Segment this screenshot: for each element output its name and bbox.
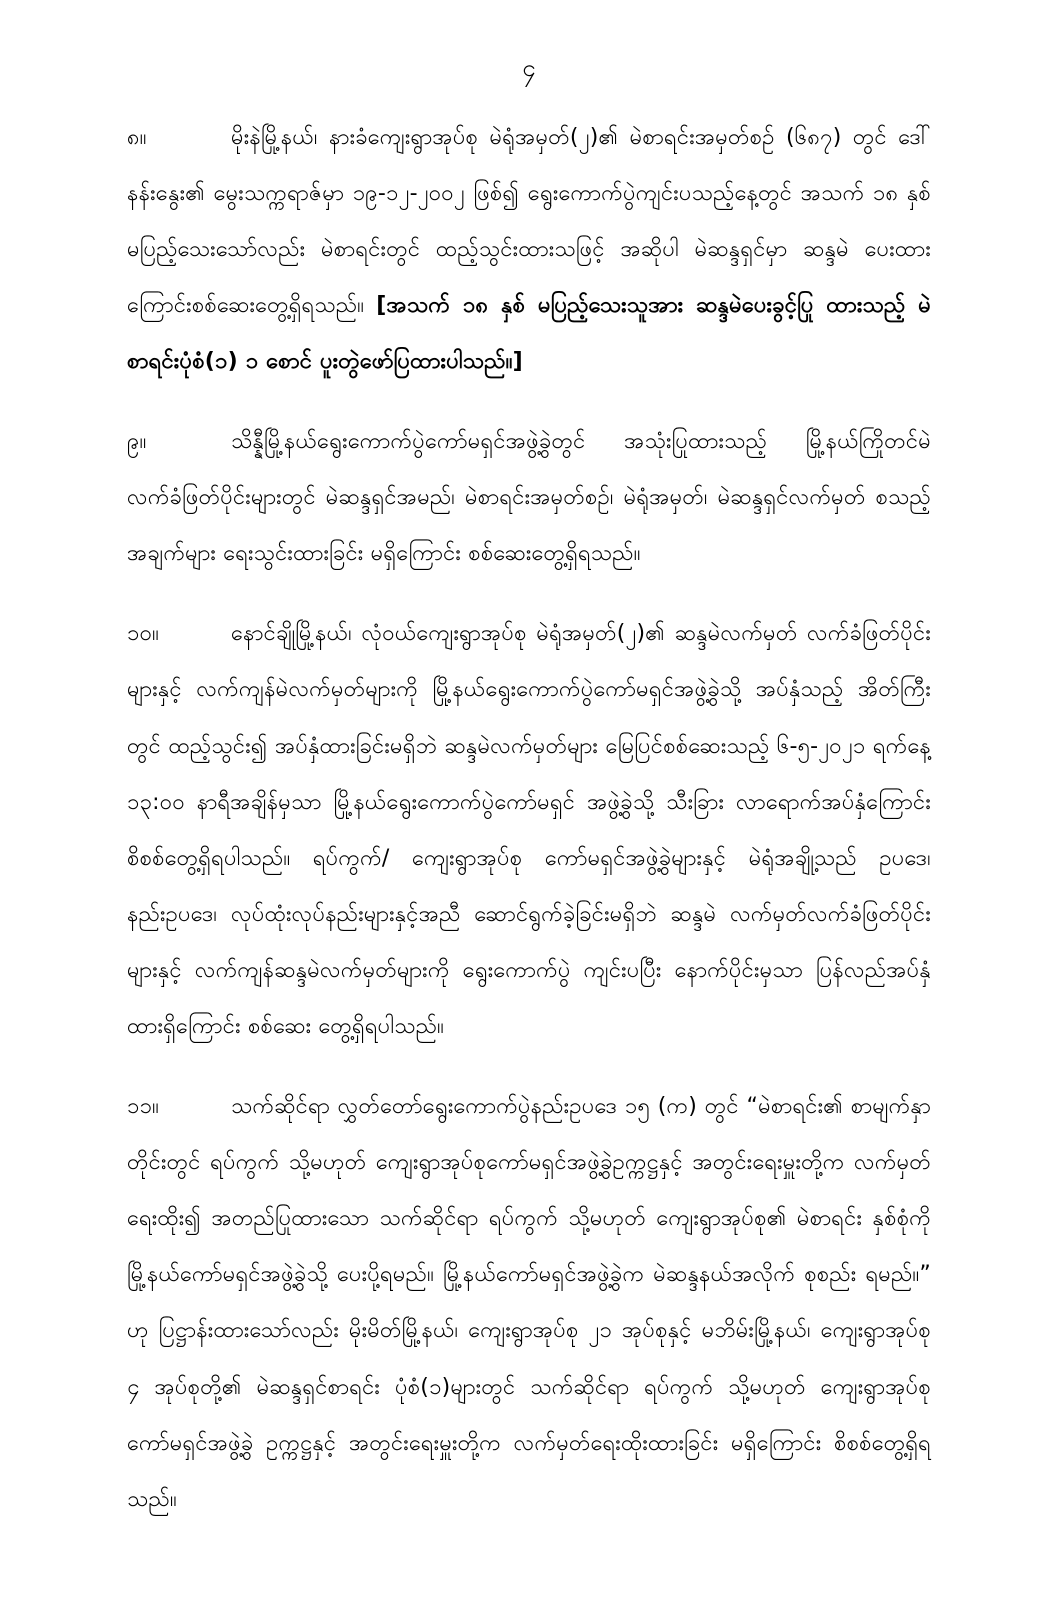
paragraph-8-bold-note: [အသက် ၁၈ နှစ် မပြည့်သေးသူအား ဆန္ဒမဲပေးခွင့်ပြု ထားသည့် မဲစာရင်းပုံစံ(၁) ၁ စောင် ပူးတွဲဖော်ပြထားပါသည်။]	[127, 292, 931, 374]
paragraph-10	[127, 606, 931, 1055]
paragraph-10-text: နောင်ချိုမြို့နယ်၊ လုံဝယ်ကျေးရွာအုပ်စု မဲရုံအမှတ်(၂)၏ ဆန္ဒမဲလက်မှတ် လက်ခံဖြတ်ပိုင်း များနှင့် လက်ကျန်မဲလက်မှတ်များကို မြို့နယ်ရွေးကောက်ပွဲကော်မရှင်အဖွဲ့ခွဲသို့ အပ်နှံသည့် အိတ်ကြီးတွင် ထည့်သွင်း၍ အပ်နှံထားခြင်းမရှိဘဲ ဆန္ဒမဲလက်မှတ်များ မြေပြင်စစ်ဆေးသည့် ၆-၅-၂၀၂၁ ရက်နေ့ ၁၃:၀၀ နာရီအချိန်မှသာ မြို့နယ်ရွေးကောက်ပွဲကော်မရှင် အဖွဲ့ခွဲသို့ သီးခြား လာရောက်အပ်နှံကြောင်း စိစစ်တွေ့ရှိရပါသည်။ ရပ်ကွက်/ ကျေးရွာအုပ်စု ကော်မရှင်အဖွဲ့ခွဲများနှင့် မဲရုံအချို့သည် ဥပဒေ၊ နည်းဥပဒေ၊ လုပ်ထုံးလုပ်နည်းများနှင့်အညီ ဆောင်ရွက်ခဲ့ခြင်းမရှိဘဲ ဆန္ဒမဲ လက်မှတ်လက်ခံဖြတ်ပိုင်းများနှင့် လက်ကျန်ဆန္ဒမဲလက်မှတ်များကို ရွေးကောက်ပွဲ ကျင်းပပြီး နောက်ပိုင်းမှသာ ပြန်လည်အပ်နှံထားရှိကြောင်း စစ်ဆေး တွေ့ရှိရပါသည်။	[127, 621, 931, 1039]
paragraph-8	[127, 110, 931, 390]
page-number: ၄	[522, 54, 536, 82]
paragraph-11-text: သက်ဆိုင်ရာ လွှတ်တော်ရွေးကောက်ပွဲနည်းဥပဒေ ၁၅ (က) တွင် “မဲစာရင်း၏ စာမျက်နှာ တိုင်းတွင် ရပ်ကွက် သို့မဟုတ် ကျေးရွာအုပ်စုကော်မရှင်အဖွဲ့ခွဲဥက္ကဋ္ဌနှင့် အတွင်းရေးမှူးတို့က လက်မှတ် ရေးထိုး၍ အတည်ပြုထားသော သက်ဆိုင်ရာ ရပ်ကွက် သို့မဟုတ် ကျေးရွာအုပ်စု၏ မဲစာရင်း နှစ်စုံကို မြို့နယ်ကော်မရှင်အဖွဲ့ခွဲသို့ ပေးပို့ရမည်။ မြို့နယ်ကော်မရှင်အဖွဲ့ခွဲက မဲဆန္ဒနယ်အလိုက် စုစည်း ရမည်။” ဟု ပြဋ္ဌာန်းထားသော်လည်း မိုးမိတ်မြို့နယ်၊ ကျေးရွာအုပ်စု ၂၁ အုပ်စုနှင့် မဘိမ်းမြို့နယ်၊ ကျေးရွာအုပ်စု ၄ အုပ်စုတို့၏ မဲဆန္ဒရှင်စာရင်း ပုံစံ(၁)များတွင် သက်ဆိုင်ရာ ရပ်ကွက် သို့မဟုတ် ကျေးရွာအုပ်စုကော်မရှင်အဖွဲ့ခွဲ ဥက္ကဋ္ဌနှင့် အတွင်းရေးမှူးတို့က လက်မှတ်ရေးထိုးထားခြင်း မရှိကြောင်း စိစစ်တွေ့ရှိရသည်။	[127, 1094, 931, 1512]
paragraph-11-number: ၁၁။	[127, 1094, 160, 1120]
paragraph-10-number: ၁၀။	[127, 621, 160, 647]
paragraph-9-text: သိန္နီမြို့နယ်ရွေးကောက်ပွဲကော်မရှင်အဖွဲ့ခွဲတွင် အသုံးပြုထားသည့် မြို့နယ်ကြိုတင်မဲ လက်ခံဖြတ်ပိုင်းများတွင် မဲဆန္ဒရှင်အမည်၊ မဲစာရင်းအမှတ်စဉ်၊ မဲရုံအမှတ်၊ မဲဆန္ဒရှင်လက်မှတ် စသည့် အချက်များ ရေးသွင်းထားခြင်း မရှိကြောင်း စစ်ဆေးတွေ့ရှိရသည်။	[127, 429, 931, 567]
paragraph-8-text: မိုးနဲမြို့နယ်၊ နားခံကျေးရွာအုပ်စု မဲရုံအမှတ်(၂)၏ မဲစာရင်းအမှတ်စဉ် (၆၈၇) တွင် ဒေါ်နန်းနွေး၏ မွေးသက္ကရာဇ်မှာ ၁၉-၁၂-၂၀၀၂ ဖြစ်၍ ရွေးကောက်ပွဲကျင်းပသည့်နေ့တွင် အသက် ၁၈ နှစ် မပြည့်သေးသော်လည်း မဲစာရင်းတွင် ထည့်သွင်းထားသဖြင့် အဆိုပါ မဲဆန္ဒရှင်မှာ ဆန္ဒမဲ ပေးထားကြောင်းစစ်ဆေးတွေ့ရှိရသည်။	[127, 124, 931, 318]
paragraph-9	[127, 414, 931, 582]
paragraph-9-number: ၉။	[127, 429, 147, 455]
paragraph-8-number: ၈။	[127, 124, 147, 150]
paragraph-11	[127, 1079, 931, 1528]
